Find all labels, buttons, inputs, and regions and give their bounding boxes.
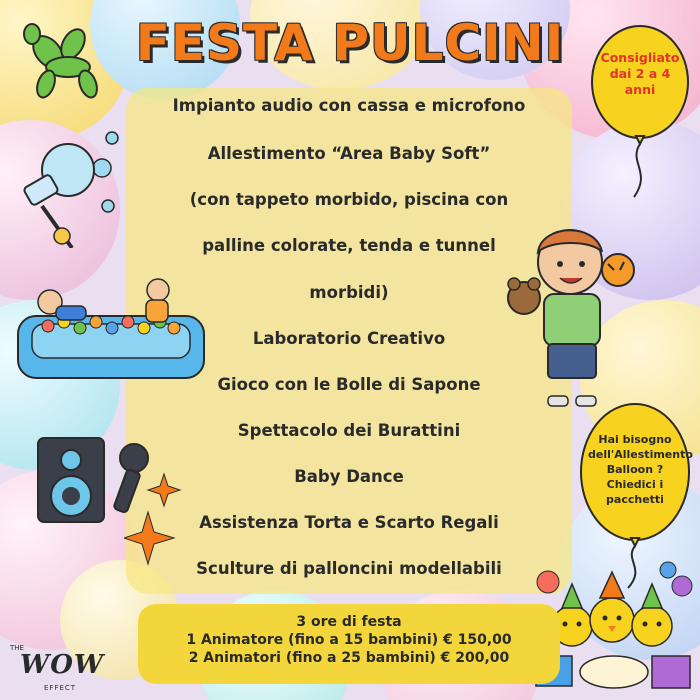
wow-effect-logo: [8, 644, 105, 696]
service-item: Baby Dance: [294, 467, 404, 486]
logo-bottom-text: EFFECT: [44, 684, 77, 692]
balloon-offer-text: Hai bisogno dell'Allestimento Balloon ? Chiedici i pacchetti: [588, 433, 693, 506]
service-item: Sculture di palloncini modellabili: [196, 559, 502, 578]
service-item: Allestimento “Area Baby Soft”: [207, 144, 491, 163]
service-item: Laboratorio Creativo: [252, 329, 446, 348]
service-item: (con tappeto morbido, piscina con: [189, 190, 509, 209]
logo-main-text: WOW: [20, 650, 105, 680]
pricing-option-2: 2 Animatori (fino a 25 bambini) € 200,00: [188, 650, 510, 666]
page-title: FESTA PULCINI: [135, 14, 565, 72]
service-item: Spettacolo dei Burattini: [237, 421, 461, 440]
service-item: Assistenza Torta e Scarto Regali: [199, 513, 499, 532]
service-item: palline colorate, tenda e tunnel: [202, 236, 496, 255]
bubble-wand-icon: [12, 128, 122, 248]
service-item: morbidi): [309, 283, 389, 302]
pricing-option-1: 1 Animatore (fino a 15 bambini) € 150,00: [186, 632, 512, 648]
service-item: Gioco con le Bolle di Sapone: [217, 375, 481, 394]
logo-top-text: THE: [10, 644, 24, 652]
age-badge: Consigliato dai 2 a 4 anni: [600, 50, 680, 97]
pricing-box: [138, 604, 560, 684]
balloon-dog-icon: [18, 22, 108, 102]
pricing-duration: 3 ore di festa: [296, 614, 402, 630]
service-item: Impianto audio con cassa e microfono: [172, 96, 526, 115]
